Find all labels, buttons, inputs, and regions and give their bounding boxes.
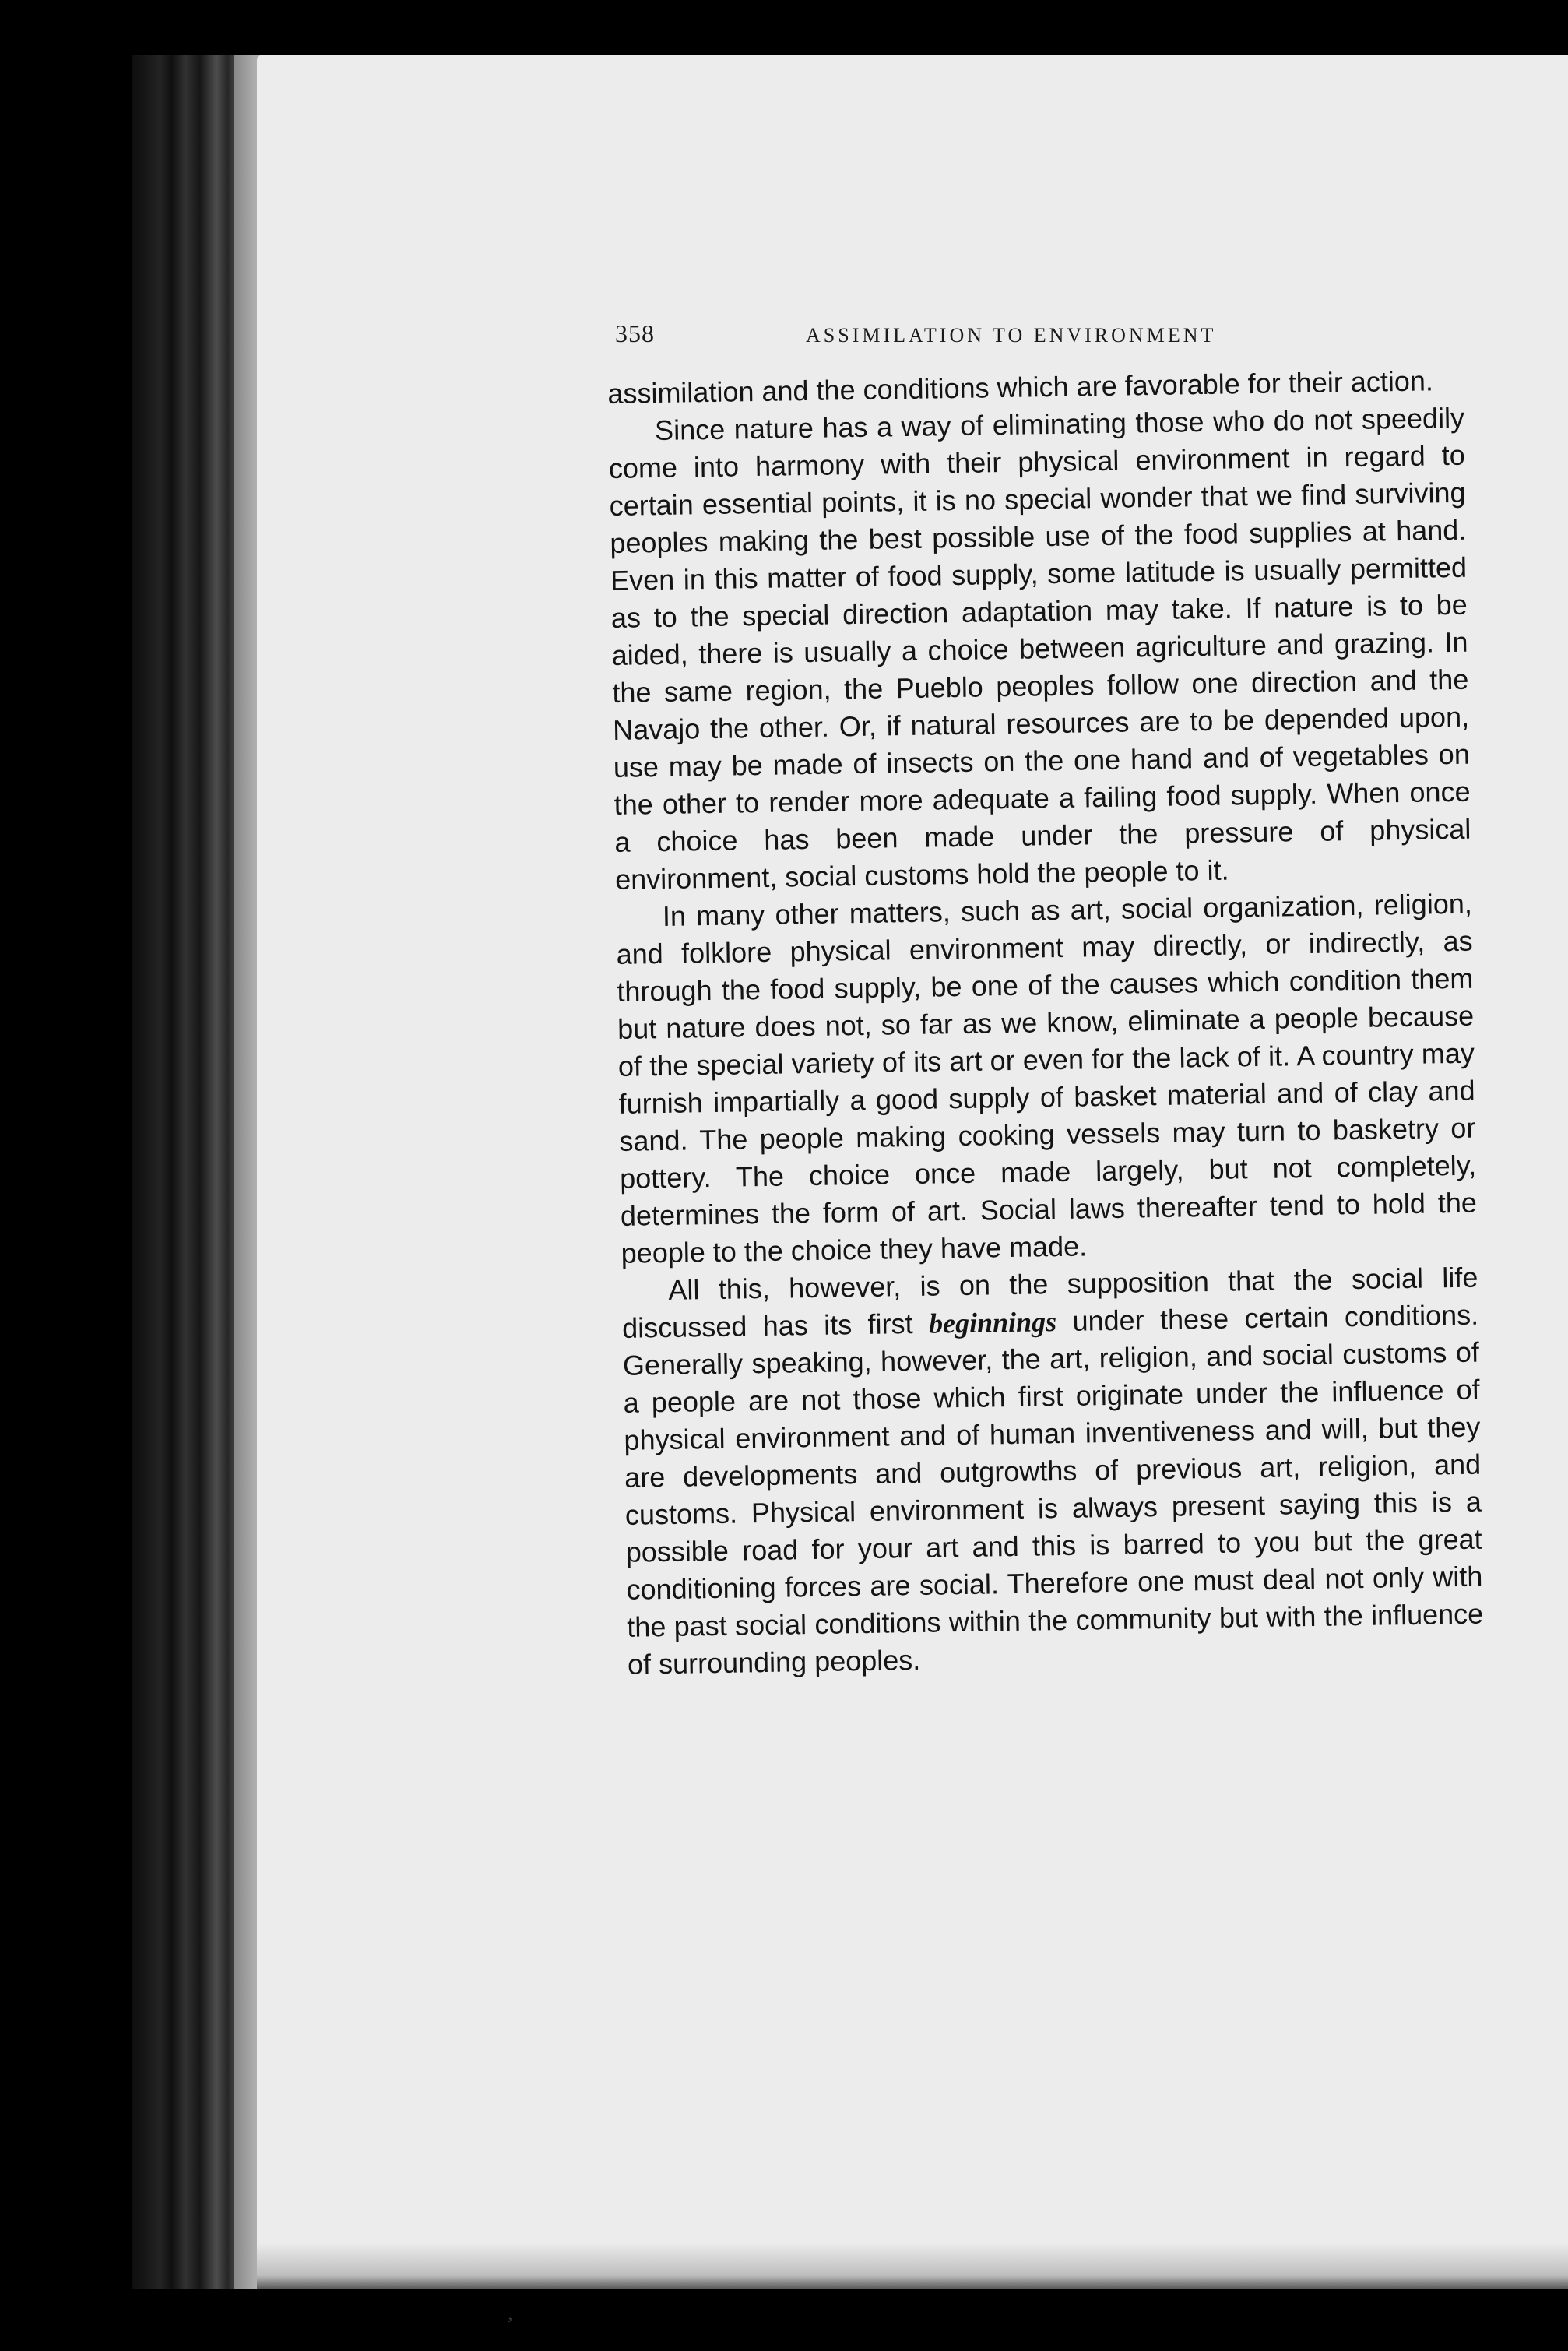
- running-title: ASSIMILATION TO ENVIRONMENT: [806, 324, 1217, 347]
- scan-speck: ,: [508, 2301, 513, 2324]
- running-head: [615, 311, 1471, 358]
- paragraph-4: [621, 1259, 1484, 1684]
- page-bottom-edge: [257, 2243, 1568, 2289]
- page-number: 358: [615, 319, 655, 347]
- paragraph-1: assimilation and the conditions which are favorable for their action.: [607, 364, 1434, 410]
- paragraph-3: In many other matters, such as art, social organization, religion, and folklore physical environment may directly, or indirectly, as through the food supply, be one of the causes which condition them but nature does not, so far as we know, eliminate a people because of the special variety of its art or even for the lack of it. A country may furnish impartially a good supply of basket material and of clay and sand. The people making cooking vessels may turn to basketry or pottery. The choice once made largely, but not completely, determines the form of art. Social laws thereafter tend to hold the people to the choice they have made.: [616, 887, 1478, 1269]
- paragraph-2: Since nature has a way of eliminating those who do not speedily come into harmony with their physical environment in regard to certain essential points, it is no special wonder that we find surviving peoples making the best possible use of the food supplies at hand. Even in this matter of food supply, some latitude is usually permitted as to the special direction adaptation may take. If nature is to be aided, there is usually a choice between agriculture and grazing. In the same region, the Pueblo peoples follow one direction and the Navajo the other. Or, if natural resources are to be depended upon, use may be made of insects on the one hand and of vegetables on the other to render more adequate a failing food supply. When once a choice has been made under the pressure of physical environment, social customs hold the people to it.: [608, 401, 1471, 896]
- emphasis-beginnings: beginnings: [928, 1306, 1057, 1339]
- paragraph-4-after: under these certain conditions. Generally speaking, however, the art, religion, and social customs of a people are not those which first originate under the influence of physical environment and of human inventiveness and will, but they are developments and outgrowths of previous art, religion, and customs. Physical environment is always present saying this is a possible road for your art and this is barred to you but the great conditioning forces are social. Therefore one must deal not only with the past social conditions within the community but with the influence of surrounding peoples.: [622, 1298, 1484, 1681]
- paragraph-4-before: All this, however, is on the supposition that the social life discussed has its first: [621, 1261, 1478, 1344]
- body-text: [607, 362, 1484, 1684]
